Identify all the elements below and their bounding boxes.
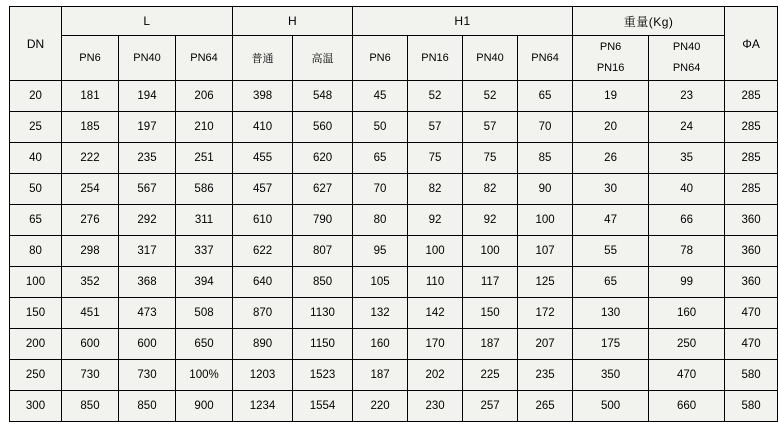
cell-l-pn64: 586 — [176, 174, 233, 205]
cell-l-pn6: 600 — [62, 329, 119, 360]
cell-phi-a: 580 — [725, 391, 778, 422]
cell-weight-pn6-16: 175 — [573, 329, 649, 360]
cell-h1-pn16: 230 — [408, 391, 463, 422]
header-weight-pn6: PN6 — [599, 41, 622, 54]
header-group-h: H — [233, 7, 353, 36]
cell-l-pn64: 206 — [176, 81, 233, 112]
cell-h1-pn64: 100 — [518, 205, 573, 236]
cell-h1-pn6: 132 — [353, 298, 408, 329]
cell-h1-pn40: 100 — [463, 236, 518, 267]
cell-weight-pn6-16: 500 — [573, 391, 649, 422]
cell-h1-pn40: 257 — [463, 391, 518, 422]
cell-h1-pn64: 70 — [518, 112, 573, 143]
header-group-l: L — [62, 7, 233, 36]
header-weight-pn16: PN16 — [596, 62, 625, 74]
cell-h-normal: 622 — [233, 236, 293, 267]
cell-l-pn64: 337 — [176, 236, 233, 267]
cell-h1-pn16: 57 — [408, 112, 463, 143]
header-group-weight: 重量(Kg) — [573, 7, 725, 36]
cell-h1-pn64: 107 — [518, 236, 573, 267]
cell-weight-pn40-64: 470 — [649, 360, 725, 391]
header-group-h1: H1 — [353, 7, 573, 36]
cell-h1-pn64: 85 — [518, 143, 573, 174]
cell-h1-pn40: 117 — [463, 267, 518, 298]
cell-l-pn40: 292 — [119, 205, 176, 236]
cell-l-pn40: 368 — [119, 267, 176, 298]
cell-weight-pn6-16: 26 — [573, 143, 649, 174]
cell-h1-pn40: 75 — [463, 143, 518, 174]
cell-dn: 300 — [10, 391, 62, 422]
cell-h1-pn6: 105 — [353, 267, 408, 298]
cell-phi-a: 470 — [725, 329, 778, 360]
cell-h1-pn16: 142 — [408, 298, 463, 329]
cell-h-high: 620 — [293, 143, 353, 174]
cell-h1-pn16: 82 — [408, 174, 463, 205]
table-header-group-row — [10, 7, 778, 36]
table-row — [10, 143, 778, 174]
cell-phi-a: 580 — [725, 360, 778, 391]
cell-h1-pn40: 92 — [463, 205, 518, 236]
cell-h-high: 790 — [293, 205, 353, 236]
cell-h-high: 807 — [293, 236, 353, 267]
cell-h-normal: 1203 — [233, 360, 293, 391]
cell-l-pn40: 600 — [119, 329, 176, 360]
cell-phi-a: 360 — [725, 267, 778, 298]
cell-h1-pn64: 90 — [518, 174, 573, 205]
cell-phi-a: 360 — [725, 205, 778, 236]
header-weight-pn64: PN64 — [672, 62, 701, 74]
cell-h1-pn16: 52 — [408, 81, 463, 112]
cell-h1-pn6: 45 — [353, 81, 408, 112]
specification-table — [9, 6, 778, 422]
cell-weight-pn40-64: 78 — [649, 236, 725, 267]
header-phi-a: ΦA — [725, 7, 778, 81]
cell-h1-pn16: 92 — [408, 205, 463, 236]
cell-l-pn64: 900 — [176, 391, 233, 422]
cell-l-pn40: 473 — [119, 298, 176, 329]
cell-h1-pn64: 125 — [518, 267, 573, 298]
header-l-pn6: PN6 — [62, 36, 119, 81]
cell-l-pn40: 197 — [119, 112, 176, 143]
cell-dn: 250 — [10, 360, 62, 391]
cell-l-pn6: 352 — [62, 267, 119, 298]
cell-l-pn64: 650 — [176, 329, 233, 360]
cell-h1-pn6: 187 — [353, 360, 408, 391]
cell-h1-pn40: 225 — [463, 360, 518, 391]
table-body — [10, 7, 778, 422]
header-h1-pn64: PN64 — [518, 36, 573, 81]
cell-l-pn6: 850 — [62, 391, 119, 422]
cell-l-pn40: 850 — [119, 391, 176, 422]
cell-dn: 50 — [10, 174, 62, 205]
cell-h1-pn40: 57 — [463, 112, 518, 143]
cell-h-high: 1130 — [293, 298, 353, 329]
cell-h1-pn6: 80 — [353, 205, 408, 236]
header-h1-pn6: PN6 — [353, 36, 408, 81]
cell-h-normal: 455 — [233, 143, 293, 174]
cell-h1-pn6: 95 — [353, 236, 408, 267]
cell-l-pn40: 194 — [119, 81, 176, 112]
cell-dn: 100 — [10, 267, 62, 298]
cell-weight-pn6-16: 130 — [573, 298, 649, 329]
cell-dn: 150 — [10, 298, 62, 329]
cell-h-normal: 610 — [233, 205, 293, 236]
cell-h1-pn6: 160 — [353, 329, 408, 360]
cell-h-high: 1554 — [293, 391, 353, 422]
cell-l-pn6: 730 — [62, 360, 119, 391]
cell-l-pn64: 311 — [176, 205, 233, 236]
cell-weight-pn40-64: 24 — [649, 112, 725, 143]
header-h1-pn40: PN40 — [463, 36, 518, 81]
cell-weight-pn40-64: 23 — [649, 81, 725, 112]
header-weight-pn40-pn64 — [649, 36, 725, 81]
cell-weight-pn40-64: 66 — [649, 205, 725, 236]
cell-weight-pn6-16: 19 — [573, 81, 649, 112]
cell-h1-pn6: 65 — [353, 143, 408, 174]
cell-l-pn64: 100% — [176, 360, 233, 391]
header-dn: DN — [10, 7, 62, 81]
cell-h1-pn40: 52 — [463, 81, 518, 112]
cell-weight-pn6-16: 350 — [573, 360, 649, 391]
cell-weight-pn6-16: 47 — [573, 205, 649, 236]
cell-h-normal: 870 — [233, 298, 293, 329]
cell-phi-a: 285 — [725, 81, 778, 112]
cell-weight-pn6-16: 55 — [573, 236, 649, 267]
cell-l-pn6: 298 — [62, 236, 119, 267]
cell-phi-a: 360 — [725, 236, 778, 267]
cell-h-normal: 890 — [233, 329, 293, 360]
cell-l-pn6: 254 — [62, 174, 119, 205]
cell-h1-pn64: 65 — [518, 81, 573, 112]
cell-dn: 20 — [10, 81, 62, 112]
table-row — [10, 112, 778, 143]
cell-h-normal: 640 — [233, 267, 293, 298]
cell-l-pn64: 210 — [176, 112, 233, 143]
cell-h-high: 850 — [293, 267, 353, 298]
cell-weight-pn40-64: 99 — [649, 267, 725, 298]
cell-weight-pn40-64: 40 — [649, 174, 725, 205]
table-row — [10, 81, 778, 112]
table-row — [10, 205, 778, 236]
cell-l-pn40: 235 — [119, 143, 176, 174]
cell-dn: 25 — [10, 112, 62, 143]
header-h-high-temp: 高温 — [293, 36, 353, 81]
cell-l-pn6: 276 — [62, 205, 119, 236]
cell-l-pn64: 508 — [176, 298, 233, 329]
cell-l-pn40: 730 — [119, 360, 176, 391]
table-row — [10, 391, 778, 422]
cell-h-normal: 398 — [233, 81, 293, 112]
cell-dn: 65 — [10, 205, 62, 236]
cell-phi-a: 285 — [725, 143, 778, 174]
header-h1-pn16: PN16 — [408, 36, 463, 81]
cell-h1-pn6: 70 — [353, 174, 408, 205]
cell-h1-pn64: 235 — [518, 360, 573, 391]
table-row — [10, 360, 778, 391]
cell-h1-pn6: 50 — [353, 112, 408, 143]
cell-h-high: 1523 — [293, 360, 353, 391]
cell-weight-pn40-64: 660 — [649, 391, 725, 422]
header-weight-pn40: PN40 — [672, 41, 701, 54]
cell-h-normal: 1234 — [233, 391, 293, 422]
cell-l-pn64: 394 — [176, 267, 233, 298]
cell-h1-pn64: 172 — [518, 298, 573, 329]
cell-dn: 80 — [10, 236, 62, 267]
header-l-pn64: PN64 — [176, 36, 233, 81]
cell-phi-a: 285 — [725, 174, 778, 205]
cell-h1-pn16: 75 — [408, 143, 463, 174]
cell-l-pn6: 185 — [62, 112, 119, 143]
cell-h-normal: 457 — [233, 174, 293, 205]
cell-weight-pn6-16: 65 — [573, 267, 649, 298]
table-row — [10, 298, 778, 329]
header-weight-pn6-pn16 — [573, 36, 649, 81]
cell-h1-pn16: 100 — [408, 236, 463, 267]
cell-phi-a: 285 — [725, 112, 778, 143]
cell-h-high: 548 — [293, 81, 353, 112]
header-h-normal: 普通 — [233, 36, 293, 81]
cell-h1-pn64: 265 — [518, 391, 573, 422]
cell-weight-pn6-16: 20 — [573, 112, 649, 143]
spec-table-page — [0, 6, 761, 442]
cell-weight-pn40-64: 160 — [649, 298, 725, 329]
cell-l-pn64: 251 — [176, 143, 233, 174]
cell-h1-pn16: 202 — [408, 360, 463, 391]
table-header-sub-row — [10, 36, 778, 81]
table-row — [10, 329, 778, 360]
cell-l-pn6: 451 — [62, 298, 119, 329]
cell-weight-pn40-64: 35 — [649, 143, 725, 174]
cell-h-normal: 410 — [233, 112, 293, 143]
cell-h1-pn6: 220 — [353, 391, 408, 422]
cell-h1-pn40: 82 — [463, 174, 518, 205]
cell-h-high: 627 — [293, 174, 353, 205]
cell-l-pn6: 222 — [62, 143, 119, 174]
table-row — [10, 267, 778, 298]
cell-h1-pn40: 150 — [463, 298, 518, 329]
cell-h-high: 560 — [293, 112, 353, 143]
header-l-pn40: PN40 — [119, 36, 176, 81]
cell-h-high: 1150 — [293, 329, 353, 360]
table-row — [10, 174, 778, 205]
cell-dn: 40 — [10, 143, 62, 174]
cell-h1-pn64: 207 — [518, 329, 573, 360]
table-row — [10, 236, 778, 267]
cell-weight-pn40-64: 250 — [649, 329, 725, 360]
cell-l-pn6: 181 — [62, 81, 119, 112]
cell-l-pn40: 567 — [119, 174, 176, 205]
cell-dn: 200 — [10, 329, 62, 360]
cell-h1-pn16: 110 — [408, 267, 463, 298]
cell-phi-a: 470 — [725, 298, 778, 329]
cell-h1-pn40: 187 — [463, 329, 518, 360]
cell-h1-pn16: 170 — [408, 329, 463, 360]
cell-l-pn40: 317 — [119, 236, 176, 267]
cell-weight-pn6-16: 30 — [573, 174, 649, 205]
